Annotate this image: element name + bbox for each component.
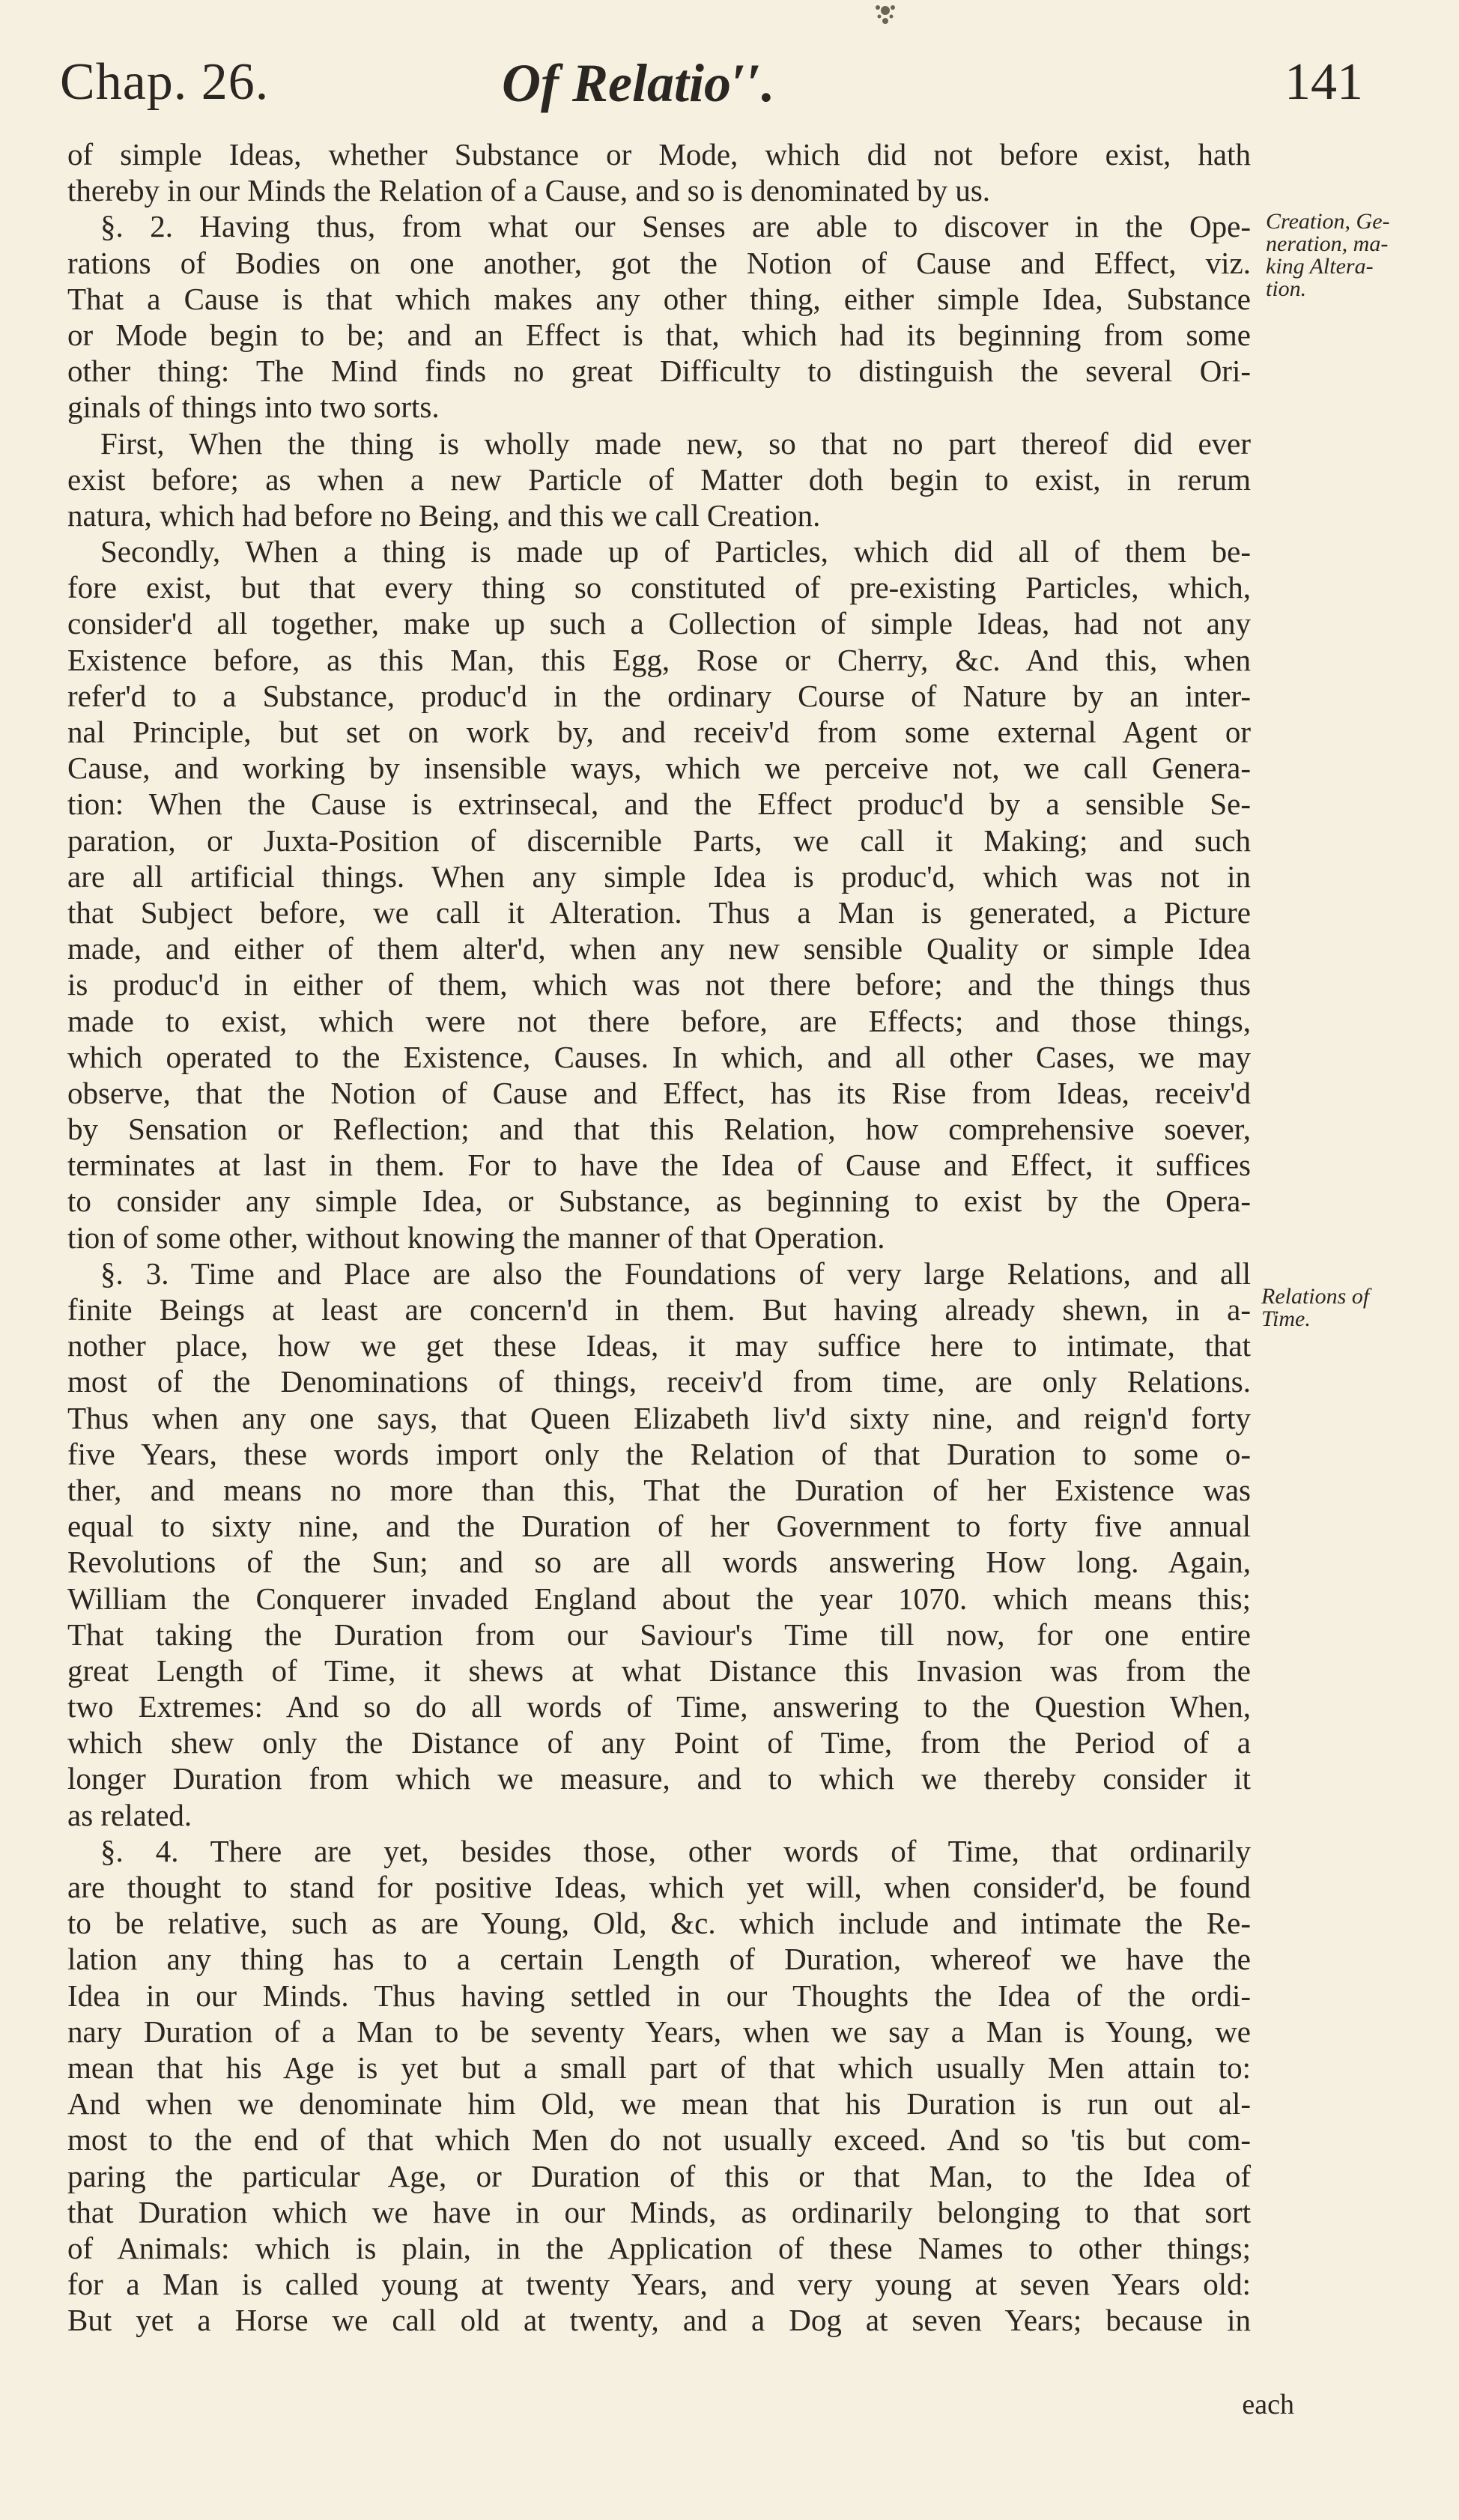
text-line: tion of some other, without knowing the manner of that Operation. [67,1220,885,1255]
printer-ornament-icon [863,0,908,30]
text-line: natura, which had before no Being, and this we call Creation. [67,497,821,533]
text-line: are thought to stand for positive Ideas, which yet will, when consider'd, be found [67,1870,1251,1904]
text-line: nother place, how we get these Ideas, it may suffice here to intimate, that [67,1328,1251,1363]
margin-note-line: neration, ma- [1266,231,1389,256]
text-line: most of the Denominations of things, receiv'd from time, are only Relations. [67,1364,1251,1399]
text-line: But yet a Horse we call old at twenty, and a Dog at seven Years; because in [67,2303,1251,2338]
text-line: to be relative, such as are Young, Old, &c. which include and intimate the Re- [67,1906,1251,1941]
text-line: lation any thing has to a certain Length of Duration, whereof we have the [67,1942,1251,1977]
text-line: most to the end of that which Men do not usually exceed. And so 'tis but com- [67,2122,1251,2157]
text-line: for a Man is called young at twenty Years, and very young at seven Years old: [67,2267,1251,2302]
text-line: §. 3. Time and Place are also the Foundations of very large Relations, and all [100,1256,1251,1291]
text-line: rations of Bodies on one another, got the Notion of Cause and Effect, viz. [67,245,1251,280]
margin-note-line: king Altera- [1266,254,1374,279]
text-line: made, and either of them alter'd, when any new sensible Quality or simple Idea [67,931,1251,966]
text-line: is produc'd in either of them, which was not there before; and the things thus [67,967,1251,1002]
text-line: tion: When the Cause is extrinsecal, and the Effect produc'd by a sensible Se- [67,787,1251,822]
text-line: Secondly, When a thing is made up of Particles, which did all of them be- [100,534,1251,569]
text-line: That a Cause is that which makes any other thing, either simple Idea, Substance [67,281,1251,316]
catchword: each [1242,2389,1294,2420]
text-line: Idea in our Minds. Thus having settled in our Thoughts the Idea of the ordi- [67,1978,1251,2013]
running-title: Of Relatio′′. [502,53,775,113]
text-line: exist before; as when a new Particle of Matter doth begin to exist, in rerum [67,461,1251,497]
text-line: made to exist, which were not there before, are Effects; and those things, [67,1003,1251,1038]
text-line: are all artificial things. When any simple Idea is produc'd, which was not in [67,858,1251,894]
body-text [67,136,1251,2338]
text-line: as related. [67,1797,192,1832]
text-line: terminates at last in them. For to have the Idea of Cause and Effect, it suffices [67,1148,1251,1183]
text-line: which operated to the Existence, Causes. In which, and all other Cases, we may [67,1039,1251,1074]
margin-note-line: Creation, Ge- [1266,209,1390,234]
text-line: longer Duration from which we measure, and to which we thereby consider it [67,1761,1251,1796]
text-line: mean that his Age is yet but a small part of that which usually Men attain to: [67,2050,1251,2085]
running-header [60,52,1363,127]
text-line: nal Principle, but set on work by, and receiv'd from some external Agent or [67,715,1251,749]
text-line: or Mode begin to be; and an Effect is that, which had its beginning from some [67,317,1251,352]
page-number: 141 [1284,53,1363,111]
text-line: fore exist, but that every thing so constituted of pre-existing Particles, which, [67,570,1251,605]
text-line: great Length of Time, it shews at what Distance this Invasion was from the [67,1653,1251,1688]
text-line: other thing: The Mind finds no great Difficulty to distinguish the several Ori- [67,354,1251,389]
margin-note-creation [1266,210,1390,300]
text-line: equal to sixty nine, and the Duration of her Government to forty five annual [67,1509,1251,1544]
text-line: First, When the thing is wholly made new, so that no part thereof did ever [100,425,1251,461]
text-line: William the Conquerer invaded England about the year 1070. which means this; [67,1581,1251,1616]
text-line: refer'd to a Substance, produc'd in the ordinary Course of Nature by an inter- [67,678,1251,713]
text-line: which shew only the Distance of any Point of Time, from the Period of a [67,1725,1251,1760]
chapter-label: Chap. 26. [60,53,270,111]
text-line: by Sensation or Reflection; and that this Relation, how comprehensive soever, [67,1112,1251,1147]
text-line: Existence before, as this Man, this Egg, Rose or Cherry, &c. And this, when [67,642,1251,677]
text-line: ther, and means no more than this, That the Duration of her Existence was [67,1472,1251,1507]
text-line: Cause, and working by insensible ways, which we perceive not, we call Genera- [67,751,1251,786]
text-line: That taking the Duration from our Saviour's Time till now, for one entire [67,1617,1251,1652]
text-line: paration, or Juxta-Position of discernible Parts, we call it Making; and such [67,823,1251,858]
text-line: five Years, these words import only the Relation of that Duration to some o- [67,1436,1251,1471]
text-line: §. 2. Having thus, from what our Senses are able to discover in the Ope- [100,209,1251,244]
text-line: of Animals: which is plain, in the Application of these Names to other things; [67,2230,1251,2265]
margin-note-line: tion. [1266,276,1307,301]
text-line: two Extremes: And so do all words of Time, answering to the Question When, [67,1689,1251,1724]
text-line: to consider any simple Idea, or Substance, as beginning to exist by the Opera- [67,1184,1251,1219]
margin-note-relations-of-time [1261,1285,1369,1330]
text-line: finite Beings at least are concern'd in them. But having already shewn, in a- [67,1292,1251,1327]
text-line: thereby in our Minds the Relation of a Cause, and so is denominated by us. [67,173,991,208]
margin-note-line: Time. [1261,1306,1311,1331]
margin-note-line: Relations of [1261,1284,1370,1309]
text-line: nary Duration of a Man to be seventy Years, when we say a Man is Young, we [67,2014,1251,2049]
text-line: consider'd all together, make up such a Collection of simple Ideas, had not any [67,606,1251,641]
text-line: of simple Ideas, whether Substance or Mode, which did not before exist, hath [67,137,1251,172]
text-line: ginals of things into two sorts. [67,390,440,425]
text-line: Thus when any one says, that Queen Elizabeth liv'd sixty nine, and reign'd forty [67,1400,1251,1435]
text-line: observe, that the Notion of Cause and Effect, has its Rise from Ideas, receiv'd [67,1075,1251,1110]
text-line: §. 4. There are yet, besides those, other words of Time, that ordinarily [100,1833,1251,1868]
text-line: that Duration which we have in our Minds, as ordinarily belonging to that sort [67,2194,1251,2229]
text-line: paring the particular Age, or Duration of this or that Man, to the Idea of [67,2158,1251,2193]
text-line: that Subject before, we call it Alteration. Thus a Man is generated, a Picture [67,894,1251,930]
text-line: And when we denominate him Old, we mean that his Duration is run out al- [67,2086,1251,2121]
text-line: Revolutions of the Sun; and so are all words answering How long. Again, [67,1545,1251,1580]
